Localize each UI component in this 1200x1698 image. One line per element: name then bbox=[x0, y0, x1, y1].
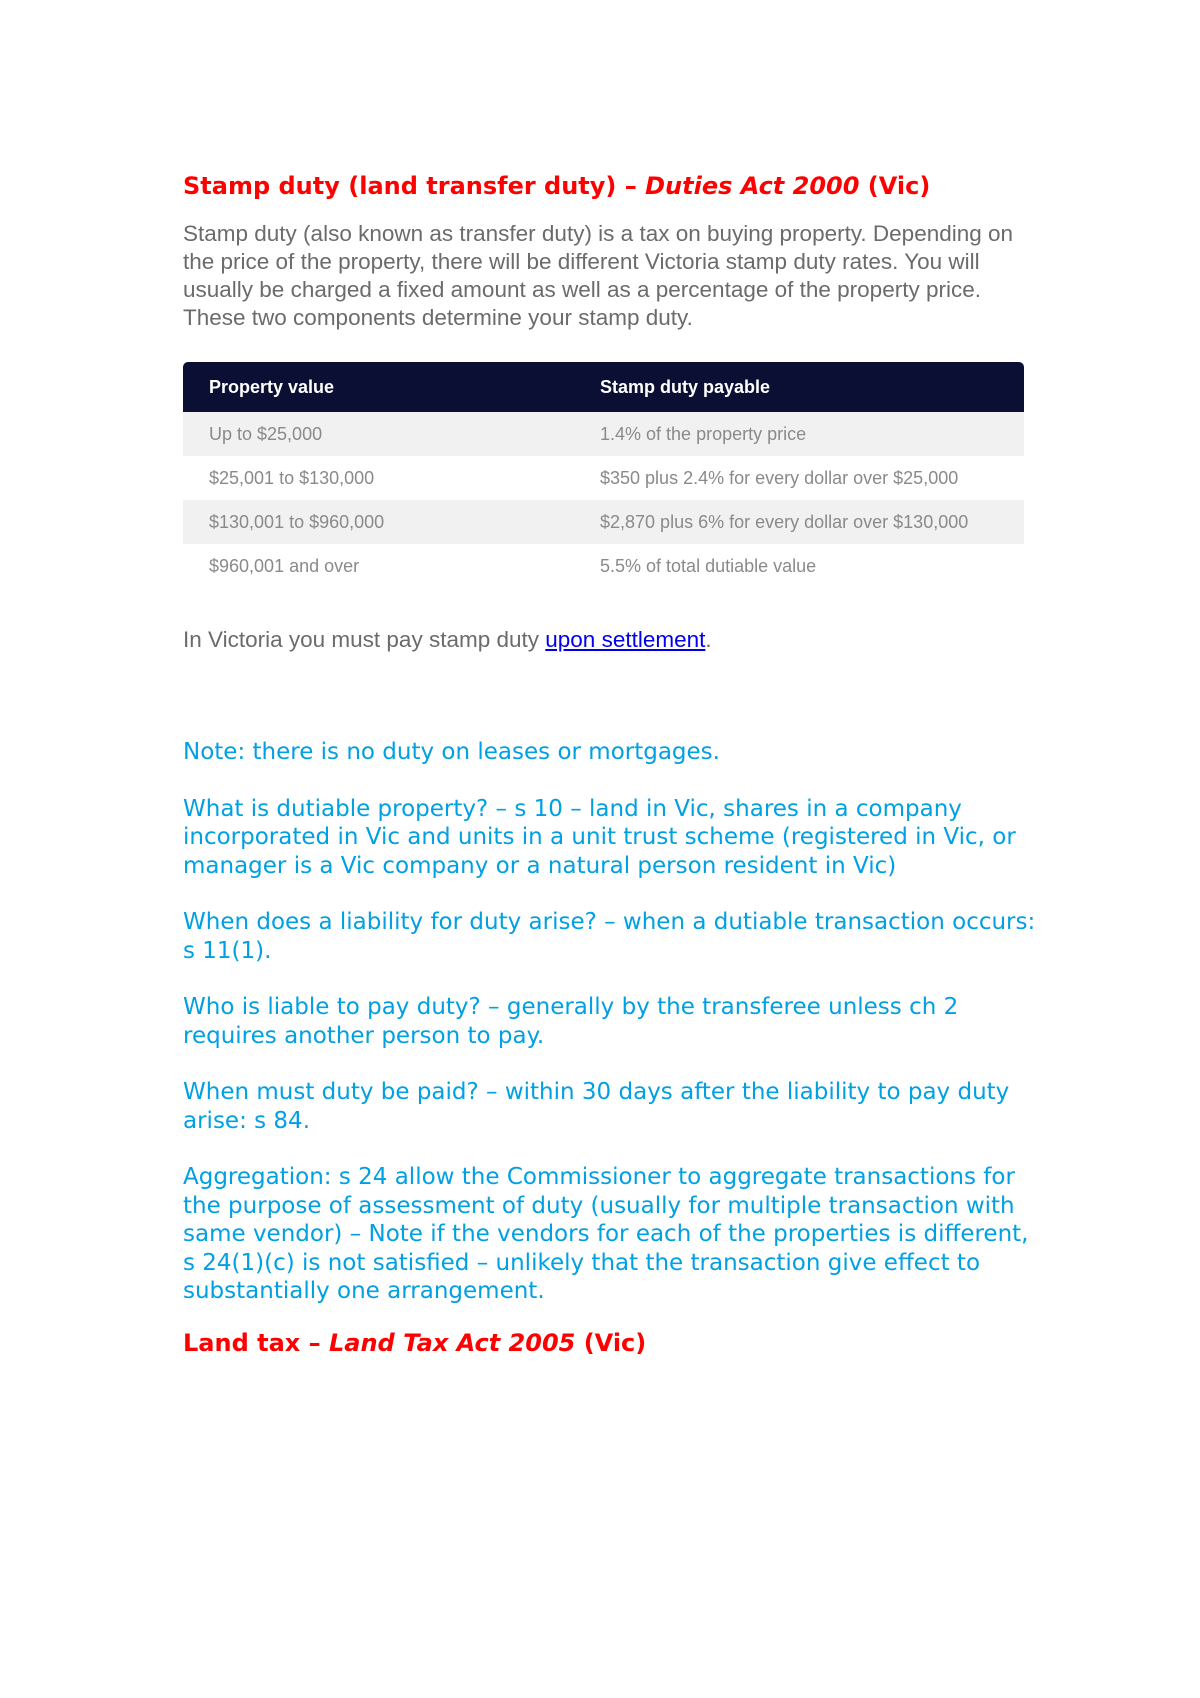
note-who-liable: Who is liable to pay duty? – generally by the transferee unless ch 2 requires another person to pay. bbox=[183, 994, 959, 1049]
stamp-duty-rates-table bbox=[183, 362, 1024, 588]
note-no-duty: Note: there is no duty on leases or mortgages. bbox=[183, 739, 720, 765]
heading-jurisdiction: (Vic) bbox=[859, 172, 931, 200]
table-cell-duty: $2,870 plus 6% for every dollar over $130,000 bbox=[574, 500, 1024, 544]
table-cell-value: $960,001 and over bbox=[209, 555, 360, 576]
land-tax-dash: – bbox=[300, 1328, 329, 1357]
table-cell-value: $25,001 to $130,000 bbox=[209, 467, 375, 488]
land-tax-heading bbox=[183, 1328, 1023, 1358]
note-liability-arise: When does a liability for duty arise? – when a dutiable transaction occurs: s 11(1). bbox=[183, 909, 1036, 964]
land-tax-act-title: Land Tax Act 2005 bbox=[328, 1328, 576, 1357]
settlement-period: . bbox=[705, 627, 712, 652]
intro-paragraph: Stamp duty (also known as transfer duty) is a tax on buying property. Depending on the price of the property, there will be different Victoria stamp duty rates. You will usually be charged a fixed amount as well as a percentage of the property price. These two components determine your stamp duty. bbox=[183, 221, 1014, 330]
table-header-row bbox=[183, 362, 1024, 412]
table-row bbox=[183, 412, 1024, 456]
notes-section bbox=[183, 738, 1043, 1306]
note-dutiable-property: What is dutiable property? – s 10 – land in Vic, shares in a company incorporated in Vic and units in a unit trust scheme (registered in Vic, or manager is a Vic company or a natural person resident in Vic) bbox=[183, 795, 1016, 879]
table-row bbox=[183, 500, 1024, 544]
document-page bbox=[183, 168, 1036, 1358]
note-aggregation: Aggregation: s 24 allow the Commissioner to aggregate transactions for the purpose of assessment of duty (usually for multiple transaction with same vendor) – Note if the vendors for each of the properties is different, s 24(1)(c) is not satisfied – unlikely that the transaction give effect to substantially one arrangement. bbox=[183, 1164, 1029, 1304]
table-cell-duty: 5.5% of total dutiable value bbox=[600, 555, 817, 576]
heading-bold: Stamp duty bbox=[183, 172, 340, 200]
table-cell-value: Up to $25,000 bbox=[183, 412, 574, 456]
settlement-paragraph bbox=[183, 626, 1023, 654]
header-stamp-duty-payable: Stamp duty payable bbox=[574, 362, 1024, 412]
land-tax-bold: Land tax bbox=[183, 1328, 301, 1357]
table-row bbox=[183, 456, 1024, 500]
table-row bbox=[183, 544, 1024, 588]
header-property-value: Property value bbox=[183, 362, 574, 412]
note-when-paid: When must duty be paid? – within 30 days after the liability to pay duty arise: s 84. bbox=[183, 1079, 1010, 1134]
stamp-duty-heading bbox=[183, 168, 1023, 204]
heading-act-title: Duties Act 2000 bbox=[645, 172, 860, 200]
heading-plain: (land transfer duty) – bbox=[339, 172, 646, 200]
settlement-text: In Victoria you must pay stamp duty bbox=[183, 627, 546, 652]
table-cell-value: $130,001 to $960,000 bbox=[183, 500, 574, 544]
upon-settlement-link[interactable]: upon settlement bbox=[545, 627, 706, 652]
table-cell-duty: 1.4% of the property price bbox=[574, 412, 1024, 456]
table-cell-duty: $350 plus 2.4% for every dollar over $25,000 bbox=[600, 467, 959, 488]
land-tax-jurisdiction: (Vic) bbox=[575, 1328, 647, 1357]
